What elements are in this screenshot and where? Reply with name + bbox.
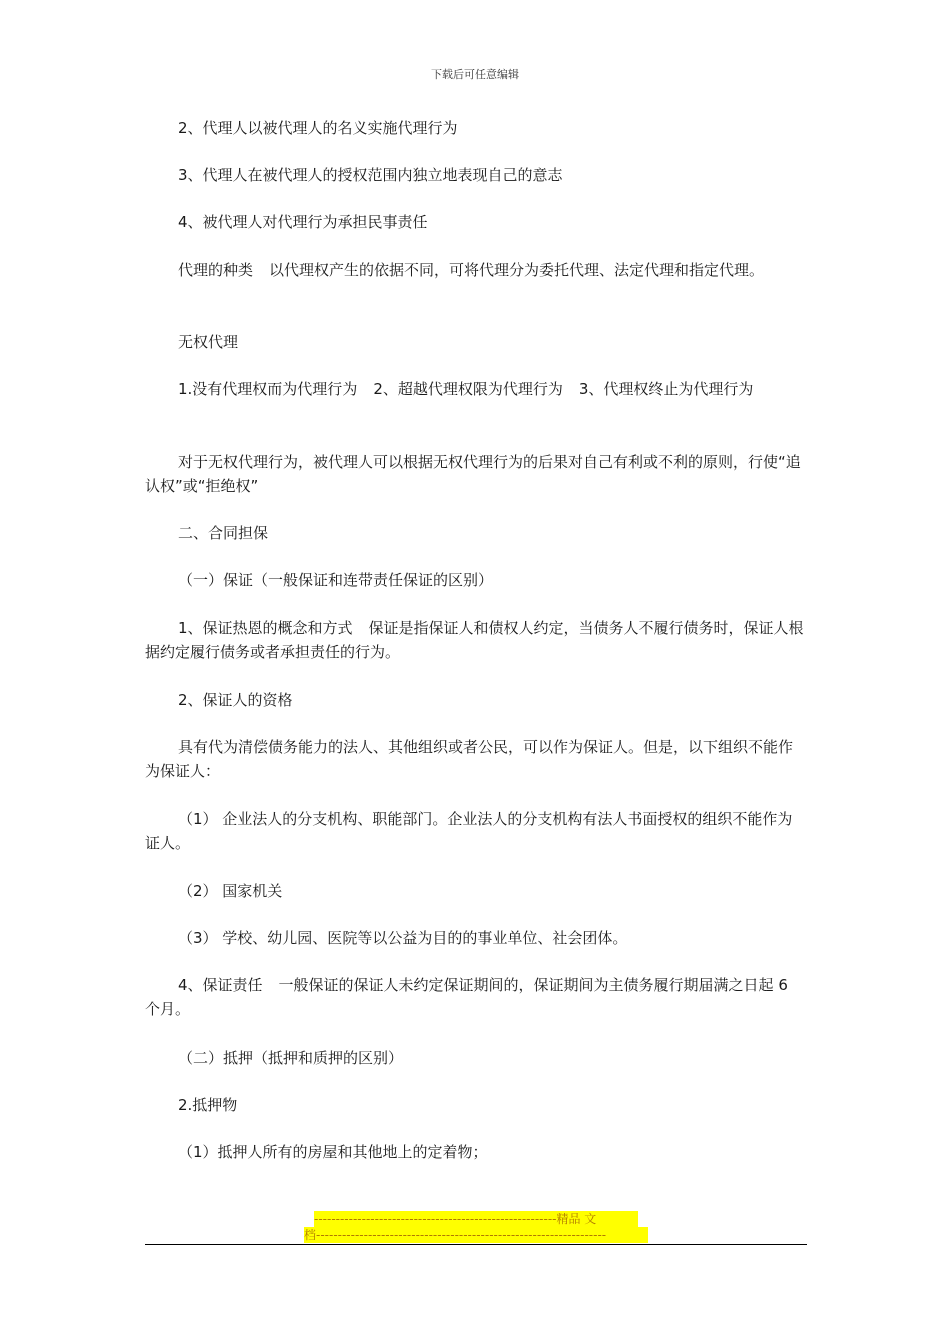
paragraph: 具有代为清偿债务能力的法人、其他组织或者公民，可以作为保证人。但是，以下组织不能作为保证人：: [145, 738, 794, 780]
paragraph-lead: 1、保证热恩的概念和方式: [178, 619, 353, 637]
paragraph-lead: 代理的种类: [178, 261, 254, 279]
paragraph: 2、代理人以被代理人的名义实施代理行为: [178, 119, 458, 137]
footer-highlight-line: 档-------------------------------------------------------------------: [304, 1227, 648, 1243]
paragraph: （1） 企业法人的分支机构、职能部门。企业法人的分支机构有法人书面授权的组织不能作为证人。: [145, 810, 793, 852]
paragraph: 4、被代理人对代理行为承担民事责任: [178, 213, 428, 231]
paragraph: [145, 616, 807, 664]
paragraph: 2.抵押物: [178, 1096, 238, 1114]
paragraph: 对于无权代理行为，被代理人可以根据无权代理行为的后果对自己有利或不利的原则，行使“追认权”或“拒绝权”: [145, 453, 801, 495]
subsection-heading: （一）保证（一般保证和连带责任保证的区别）: [178, 571, 494, 589]
paragraph-text: 以代理权产生的依据不同，可将代理分为委托代理、法定代理和指定代理。: [269, 261, 765, 279]
footer-highlight-line: --------------------------------------------------------精品 文: [314, 1211, 638, 1227]
paragraph-part: 3、代理权终止为代理行为: [578, 380, 754, 398]
paragraph-part: 2、超越代理权限为代理行为: [373, 380, 563, 398]
paragraph: （1）抵押人所有的房屋和其他地上的定着物；: [178, 1143, 488, 1161]
paragraph: 3、代理人在被代理人的授权范围内独立地表现自己的意志: [178, 166, 563, 184]
section-heading: 二、合同担保: [178, 524, 269, 542]
footer-divider: [145, 1244, 807, 1245]
paragraph-text: 保证是指保证人和债权人约定，当债务人不履行债务时，保证人根据约定履行债务或者承担责任的行为。: [145, 619, 804, 661]
subsection-heading: （二）抵押（抵押和质押的区别）: [178, 1049, 404, 1067]
paragraph: [145, 258, 807, 282]
paragraph: [145, 377, 807, 401]
paragraph: 无权代理: [178, 333, 239, 351]
paragraph: [145, 973, 807, 1021]
page-header: 下载后可任意编辑: [431, 68, 519, 81]
paragraph-lead: 4、保证责任: [178, 976, 263, 994]
paragraph: （3） 学校、幼儿园、医院等以公益为目的的事业单位、社会团体。: [178, 929, 628, 947]
paragraph: 2、保证人的资格: [178, 691, 293, 709]
paragraph-part: 1.没有代理权而为代理行为: [178, 380, 358, 398]
paragraph: （2） 国家机关: [178, 882, 283, 900]
paragraph-text: 一般保证的保证人未约定保证期间的，保证期间为主债务履行期届满之日起 6 个月。: [145, 976, 788, 1018]
